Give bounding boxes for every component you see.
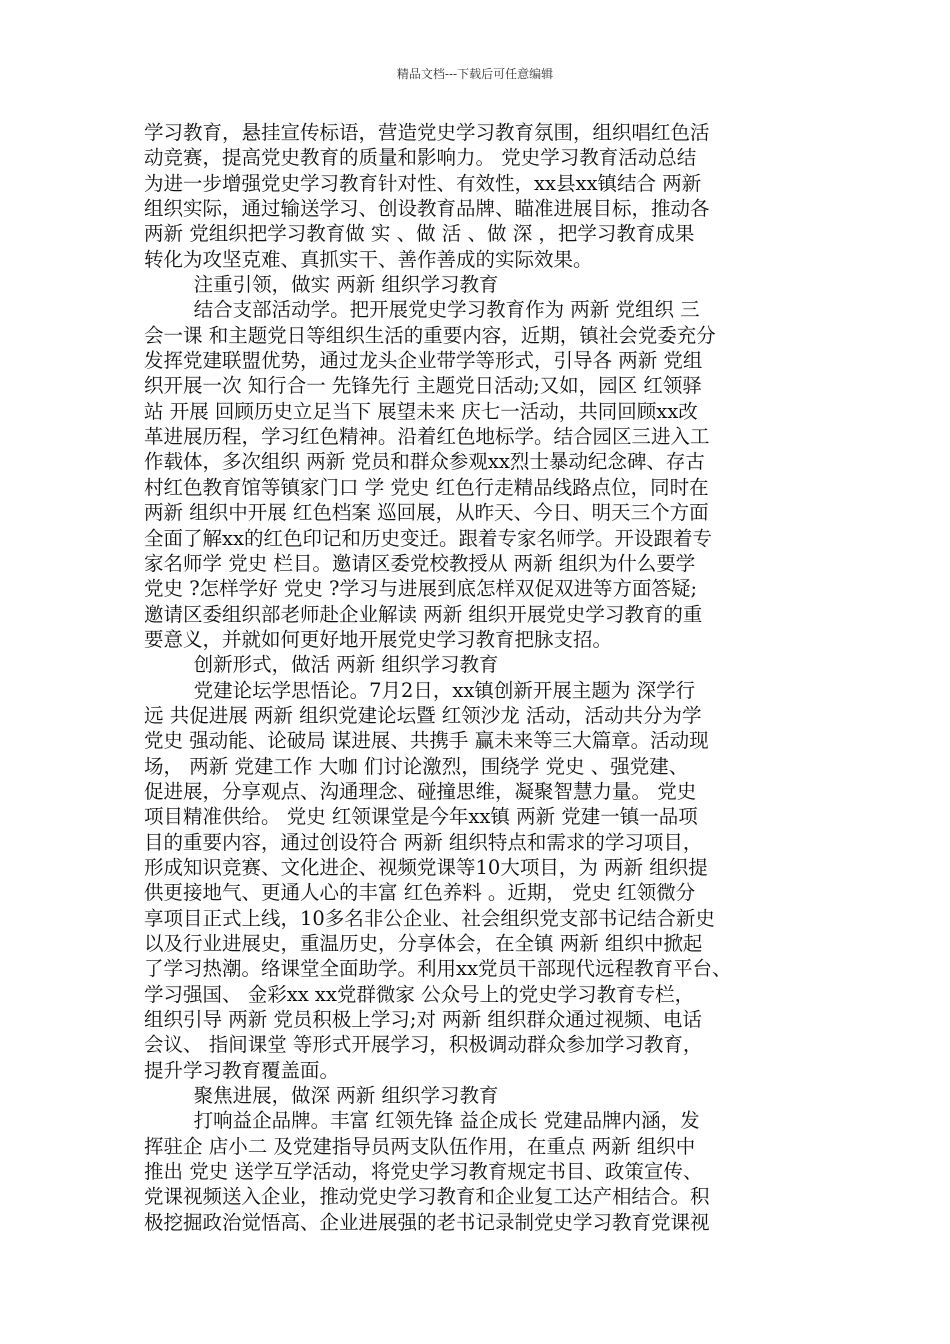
body-line: 邀请区委组织部老师赴企业解读 两新 组织开展党史学习教育的重 bbox=[144, 602, 703, 626]
document-body bbox=[144, 120, 810, 1235]
body-line: 转化为攻坚克难、真抓实干、善作善成的实际效果。 bbox=[144, 247, 593, 271]
body-line: 两新 组织中开展 红色档案 巡回展，从昨天、今日、明天三个方面 bbox=[144, 501, 709, 525]
body-line: 会一课 和主题党日等组织生活的重要内容，近期，镇社会党委充分 bbox=[144, 323, 716, 347]
body-line: 形成知识竞赛、文化进企、视频党课等10大项目，为 两新 组织提 bbox=[144, 855, 708, 879]
body-line: 组织引导 两新 党员积极上学习;对 两新 组织群众通过视频、电话 bbox=[144, 1008, 702, 1032]
body-line: 远 共促进展 两新 组织党建论坛暨 红领沙龙 活动，活动共分为学 bbox=[144, 703, 702, 727]
body-line: 组织实际，通过输送学习、创设教育品牌、瞄准进展目标，推动各 bbox=[144, 197, 710, 221]
body-line: 供更接地气、更通人心的丰富 红色养料 。近期， 党史 红领微分 bbox=[144, 881, 696, 905]
body-line: 织开展一次 知行合一 先锋先行 主题党日活动;又如，园区 红领驿 bbox=[144, 374, 702, 398]
body-line: 站 开展 回顾历史立足当下 展望未来 庆七一活动，共同回顾xx改 bbox=[144, 399, 698, 423]
body-line: 会议、 指间课堂 等形式开展学习，积极调动群众参加学习教育， bbox=[144, 1033, 703, 1057]
section-heading: 创新形式，做活 两新 组织学习教育 bbox=[144, 653, 499, 677]
body-line: 全面了解xx的红色印记和历史变迁。跟着专家名师学。开设跟着专 bbox=[144, 526, 712, 550]
body-line: 发挥党建联盟优势，通过龙头企业带学等形式，引导各 两新 党组 bbox=[144, 349, 703, 373]
body-line: 目的重要内容，通过创设符合 两新 组织特点和需求的学习项目， bbox=[144, 830, 703, 854]
body-line: 党课视频送入企业，推动党史学习教育和企业复工达产相结合。积 bbox=[144, 1185, 710, 1209]
body-line: 了学习热潮。络课堂全面助学。利用xx党员干部现代远程教育平台、 bbox=[144, 957, 732, 981]
page-header: 精品文档---下载后可任意编辑 bbox=[396, 67, 554, 81]
body-line: 党史 ?怎样学好 党史 ?学习与进展到底怎样双促双进等方面答疑; bbox=[144, 577, 698, 601]
body-line: 结合支部活动学。把开展党史学习教育作为 两新 党组织 三 bbox=[144, 298, 700, 322]
body-line: 推出 党史 送学互学活动，将党史学习教育规定书目、政策宣传、 bbox=[144, 1160, 703, 1184]
body-line: 学习教育，悬挂宣传标语，营造党史学习教育氛围，组织唱红色活 bbox=[144, 121, 710, 144]
section-heading: 注重引领，做实 两新 组织学习教育 bbox=[144, 273, 499, 297]
body-line: 动竞赛，提高党史教育的质量和影响力。 党史学习教育活动总结 bbox=[144, 146, 697, 170]
body-line: 革进展历程，学习红色精神。沿着红色地标学。结合园区三进入工 bbox=[144, 425, 710, 449]
body-line: 打响益企品牌。丰富 红领先锋 益企成长 党建品牌内涵，发 bbox=[144, 1109, 700, 1133]
body-line: 两新 党组织把学习教育做 实 、做 活 、做 深 ，把学习教育成果 bbox=[144, 222, 695, 246]
body-line: 促进展，分享观点、沟通理念、碰撞思维，凝聚智慧力量。 党史 bbox=[144, 779, 697, 803]
body-line: 挥驻企 店小二 及党建指导员两支队伍作用，在重点 两新 组织中 bbox=[144, 1134, 696, 1158]
body-line: 作载体，多次组织 两新 党员和群众参观xx烈士暴动纪念碑、存古 bbox=[144, 450, 705, 474]
body-line: 党建论坛学思悟论。7月2日，xx镇创新开展主题为 深学行 bbox=[144, 678, 696, 702]
body-line: 极挖掘政治觉悟高、企业进展强的老书记录制党史学习教育党课视 bbox=[144, 1210, 710, 1234]
body-line: 要意义，并就如何更好地开展党史学习教育把脉支招。 bbox=[144, 627, 613, 651]
body-line: 场， 两新 党建工作 大咖 们讨论激烈，围绕学 党史 、强党建、 bbox=[144, 754, 689, 778]
body-line: 享项目正式上线，10多名非公企业、社会组织党支部书记结合新史 bbox=[144, 906, 715, 930]
body-line: 党史 强动能、论破局 谋进展、共携手 赢未来等三大篇章。活动现 bbox=[144, 729, 709, 753]
body-line: 村红色教育馆等镇家门口 学 党史 红色行走精品线路点位，同时在 bbox=[144, 475, 709, 499]
body-line: 学习强国、 金彩xx xx党群微家 公众号上的党史学习教育专栏， bbox=[144, 982, 695, 1006]
body-line: 提升学习教育覆盖面。 bbox=[144, 1058, 340, 1082]
body-line: 以及行业进展史，重温历史，分享体会，在全镇 两新 组织中掀起 bbox=[144, 932, 703, 955]
body-line: 家名师学 党史 栏目。邀请区委党校教授从 两新 组织为什么要学 bbox=[144, 551, 696, 575]
body-line: 为进一步增强党史学习教育针对性、有效性，xx县xx镇结合 两新 bbox=[144, 171, 702, 195]
body-line: 项目精准供给。 党史 红领课堂是今年xx镇 两新 党建一镇一品项 bbox=[144, 805, 698, 829]
section-heading: 聚焦进展，做深 两新 组织学习教育 bbox=[144, 1084, 499, 1108]
